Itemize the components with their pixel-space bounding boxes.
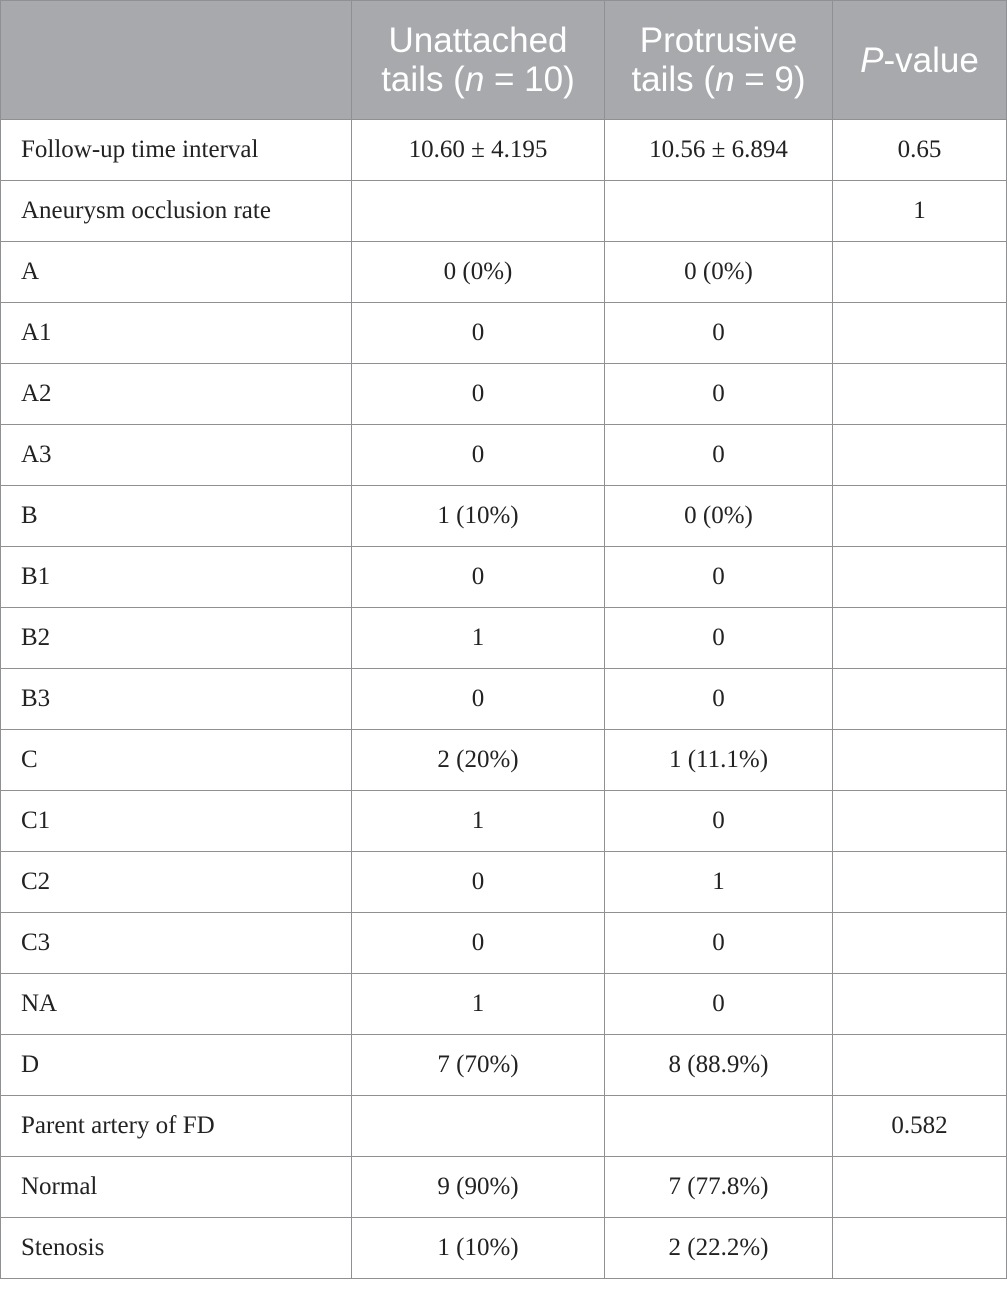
cell-unattached: 0 bbox=[352, 425, 605, 486]
row-label: B bbox=[1, 486, 352, 547]
cell-unattached: 0 bbox=[352, 303, 605, 364]
row-label: C bbox=[1, 730, 352, 791]
row-label: C2 bbox=[1, 852, 352, 913]
cell-p-value bbox=[833, 608, 1007, 669]
table-row bbox=[1, 1035, 1007, 1096]
table-body bbox=[1, 120, 1007, 1279]
cell-protrusive: 8 (88.9%) bbox=[605, 1035, 833, 1096]
table-row bbox=[1, 1218, 1007, 1279]
cell-protrusive: 1 bbox=[605, 852, 833, 913]
cell-unattached: 1 (10%) bbox=[352, 1218, 605, 1279]
row-label: B3 bbox=[1, 669, 352, 730]
header-row bbox=[1, 1, 1007, 120]
header-protrusive-tails: Protrusive tails (n = 9) bbox=[605, 1, 833, 120]
cell-p-value bbox=[833, 486, 1007, 547]
table-row bbox=[1, 974, 1007, 1035]
cell-p-value bbox=[833, 1035, 1007, 1096]
cell-p-value: 0.582 bbox=[833, 1096, 1007, 1157]
cell-unattached: 0 bbox=[352, 913, 605, 974]
cell-unattached: 1 bbox=[352, 791, 605, 852]
header-unattached-line1: Unattached bbox=[388, 21, 568, 60]
table-row bbox=[1, 181, 1007, 242]
cell-unattached: 0 (0%) bbox=[352, 242, 605, 303]
cell-unattached: 9 (90%) bbox=[352, 1157, 605, 1218]
row-label: A bbox=[1, 242, 352, 303]
cell-p-value bbox=[833, 669, 1007, 730]
cell-p-value bbox=[833, 303, 1007, 364]
table-row bbox=[1, 486, 1007, 547]
header-p-value: P-value bbox=[833, 1, 1007, 120]
cell-protrusive bbox=[605, 1096, 833, 1157]
row-label: B1 bbox=[1, 547, 352, 608]
cell-unattached: 0 bbox=[352, 364, 605, 425]
header-protrusive-line1: Protrusive bbox=[639, 21, 798, 60]
cell-unattached: 0 bbox=[352, 669, 605, 730]
cell-p-value: 1 bbox=[833, 181, 1007, 242]
cell-unattached: 1 bbox=[352, 608, 605, 669]
table-row bbox=[1, 547, 1007, 608]
row-label: B2 bbox=[1, 608, 352, 669]
row-label: A3 bbox=[1, 425, 352, 486]
cell-unattached bbox=[352, 181, 605, 242]
header-unattached-tails: Unattached tails (n = 10) bbox=[352, 1, 605, 120]
row-label: NA bbox=[1, 974, 352, 1035]
cell-p-value bbox=[833, 730, 1007, 791]
cell-protrusive: 0 bbox=[605, 913, 833, 974]
cell-protrusive: 10.56 ± 6.894 bbox=[605, 120, 833, 181]
cell-protrusive: 2 (22.2%) bbox=[605, 1218, 833, 1279]
row-label: A2 bbox=[1, 364, 352, 425]
cell-protrusive: 0 bbox=[605, 547, 833, 608]
cell-p-value bbox=[833, 974, 1007, 1035]
cell-protrusive: 7 (77.8%) bbox=[605, 1157, 833, 1218]
table-row bbox=[1, 120, 1007, 181]
cell-protrusive: 1 (11.1%) bbox=[605, 730, 833, 791]
cell-protrusive: 0 bbox=[605, 791, 833, 852]
cell-unattached: 1 bbox=[352, 974, 605, 1035]
row-label: Normal bbox=[1, 1157, 352, 1218]
row-label: C3 bbox=[1, 913, 352, 974]
cell-protrusive: 0 bbox=[605, 608, 833, 669]
cell-unattached: 10.60 ± 4.195 bbox=[352, 120, 605, 181]
table-row bbox=[1, 425, 1007, 486]
table-row bbox=[1, 242, 1007, 303]
table-row bbox=[1, 791, 1007, 852]
cell-protrusive: 0 bbox=[605, 425, 833, 486]
cell-unattached: 7 (70%) bbox=[352, 1035, 605, 1096]
row-label: Follow-up time interval bbox=[1, 120, 352, 181]
cell-protrusive: 0 (0%) bbox=[605, 486, 833, 547]
table-row bbox=[1, 1096, 1007, 1157]
cell-p-value bbox=[833, 791, 1007, 852]
table-row bbox=[1, 852, 1007, 913]
cell-unattached: 0 bbox=[352, 547, 605, 608]
cell-protrusive: 0 bbox=[605, 669, 833, 730]
table-row bbox=[1, 608, 1007, 669]
cell-unattached bbox=[352, 1096, 605, 1157]
table-row bbox=[1, 913, 1007, 974]
cell-p-value bbox=[833, 547, 1007, 608]
cell-p-value bbox=[833, 242, 1007, 303]
cell-protrusive: 0 bbox=[605, 303, 833, 364]
cell-p-value: 0.65 bbox=[833, 120, 1007, 181]
cell-protrusive: 0 (0%) bbox=[605, 242, 833, 303]
table-row bbox=[1, 303, 1007, 364]
header-empty-cell bbox=[1, 1, 352, 120]
cell-p-value bbox=[833, 364, 1007, 425]
cell-p-value bbox=[833, 913, 1007, 974]
table-row bbox=[1, 364, 1007, 425]
table-row bbox=[1, 1157, 1007, 1218]
row-label: Stenosis bbox=[1, 1218, 352, 1279]
row-label: D bbox=[1, 1035, 352, 1096]
cell-unattached: 2 (20%) bbox=[352, 730, 605, 791]
row-label: C1 bbox=[1, 791, 352, 852]
cell-p-value bbox=[833, 1218, 1007, 1279]
cell-p-value bbox=[833, 852, 1007, 913]
cell-protrusive: 0 bbox=[605, 974, 833, 1035]
cell-unattached: 0 bbox=[352, 852, 605, 913]
table-row bbox=[1, 669, 1007, 730]
cell-protrusive: 0 bbox=[605, 364, 833, 425]
cell-p-value bbox=[833, 425, 1007, 486]
row-label: A1 bbox=[1, 303, 352, 364]
table-row bbox=[1, 730, 1007, 791]
row-label: Parent artery of FD bbox=[1, 1096, 352, 1157]
cell-unattached: 1 (10%) bbox=[352, 486, 605, 547]
cell-protrusive bbox=[605, 181, 833, 242]
cell-p-value bbox=[833, 1157, 1007, 1218]
row-label: Aneurysm occlusion rate bbox=[1, 181, 352, 242]
